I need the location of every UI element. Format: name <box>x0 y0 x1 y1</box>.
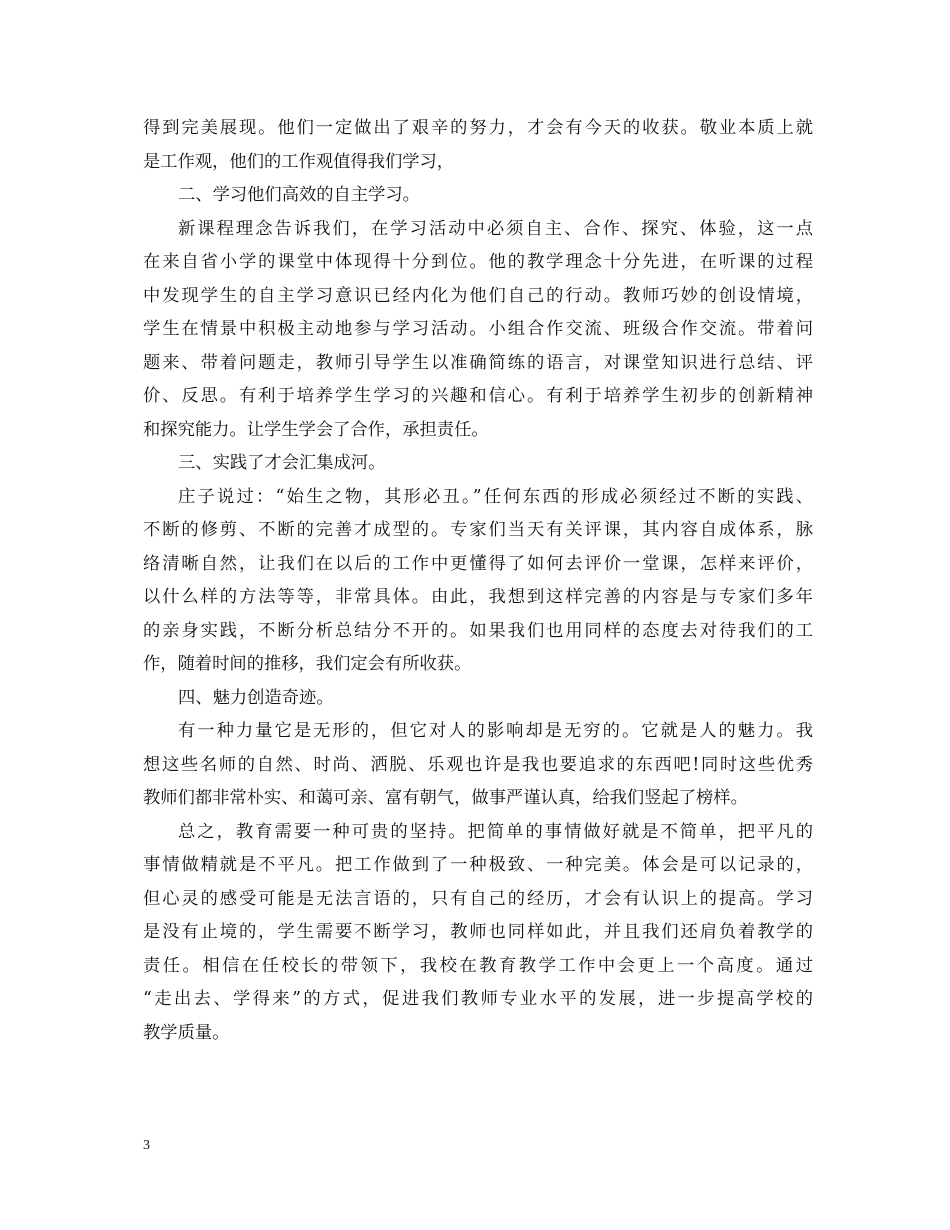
text-line: 教师们都非常朴实、和蔼可亲、富有朝气，做事严谨认真，给我们竖起了榜样。 <box>143 788 748 808</box>
text-line: 在来自省小学的课堂中体现得十分到位。他的教学理念十分先进，在听课的过程 <box>143 252 813 272</box>
text-line: 教学质量。 <box>143 1022 230 1043</box>
text-line: 责任。相信在任校长的带领下，我校在教育教学工作中会更上一个高度。通过 <box>143 955 813 976</box>
text-line: 中发现学生的自主学习意识已经内化为他们自己的行动。教师巧妙的创设情境， <box>143 285 813 306</box>
text-line: 是工作观，他们的工作观值得我们学习， <box>143 151 455 172</box>
text-line: 的亲身实践，不断分析总结分不开的。如果我们也用同样的态度去对待我们的工 <box>143 620 813 641</box>
text-line: 总之，教育需要一种可贵的坚持。把简单的事情做好就是不简单，把平凡的 <box>178 821 813 842</box>
text-line: 但心灵的感受可能是无法言语的，只有自己的经历，才会有认识上的提高。学习 <box>143 888 813 909</box>
text-line: 络清晰自然，让我们在以后的工作中更懂得了如何去评价一堂课，怎样来评价， <box>143 553 813 574</box>
text-line: 是没有止境的，学生需要不断学习，教师也同样如此，并且我们还肩负着教学的 <box>143 922 813 942</box>
text-line: 和探究能力。让学生学会了合作，承担责任。 <box>143 419 489 440</box>
text-line: 题来、带着问题走，教师引导学生以准确简练的语言，对课堂知识进行总结、评 <box>143 352 813 373</box>
text-line: 作，随着时间的推移，我们定会有所收获。 <box>143 654 472 674</box>
text-line: 三、实践了才会汇集成河。 <box>178 453 386 473</box>
text-line: 以什么样的方法等等，非常具体。由此，我想到这样完善的内容是与专家们多年 <box>143 587 813 607</box>
text-line: 二、学习他们高效的自主学习。 <box>178 185 420 205</box>
text-line: 有一种力量它是无形的，但它对人的影响却是无穷的。它就是人的魅力。我 <box>178 721 813 741</box>
text-line: 学生在情景中积极主动地参与学习活动。小组合作交流、班级合作交流。带着问 <box>143 319 813 339</box>
body-text <box>143 112 813 1050</box>
text-line: 事情做精就是不平凡。把工作做到了一种极致、一种完美。体会是可以记录的， <box>143 855 813 875</box>
text-line: 价、反思。有利于培养学生学习的兴趣和信心。有利于培养学生初步的创新精神 <box>143 386 813 406</box>
text-line: 不断的修剪、不断的完善才成型的。专家们当天有关评课，其内容自成体系，脉 <box>143 520 813 540</box>
text-line: 想这些名师的自然、时尚、洒脱、乐观也许是我也要追求的东西吧!同时这些优秀 <box>143 754 813 775</box>
text-line: “走出去、学得来”的方式，促进我们教师专业水平的发展，进一步提高学校的 <box>143 989 813 1009</box>
page-number: 3 <box>143 1138 150 1153</box>
text-line: 新课程理念告诉我们，在学习活动中必须自主、合作、探究、体验，这一点 <box>178 218 813 239</box>
text-line: 庄子说过：“始生之物，其形必丑。”任何东西的形成必须经过不断的实践、 <box>178 486 813 507</box>
text-line: 得到完美展现。他们一定做出了艰辛的努力，才会有今天的收获。敬业本质上就 <box>143 118 813 138</box>
text-line: 四、魅力创造奇迹。 <box>178 687 334 708</box>
